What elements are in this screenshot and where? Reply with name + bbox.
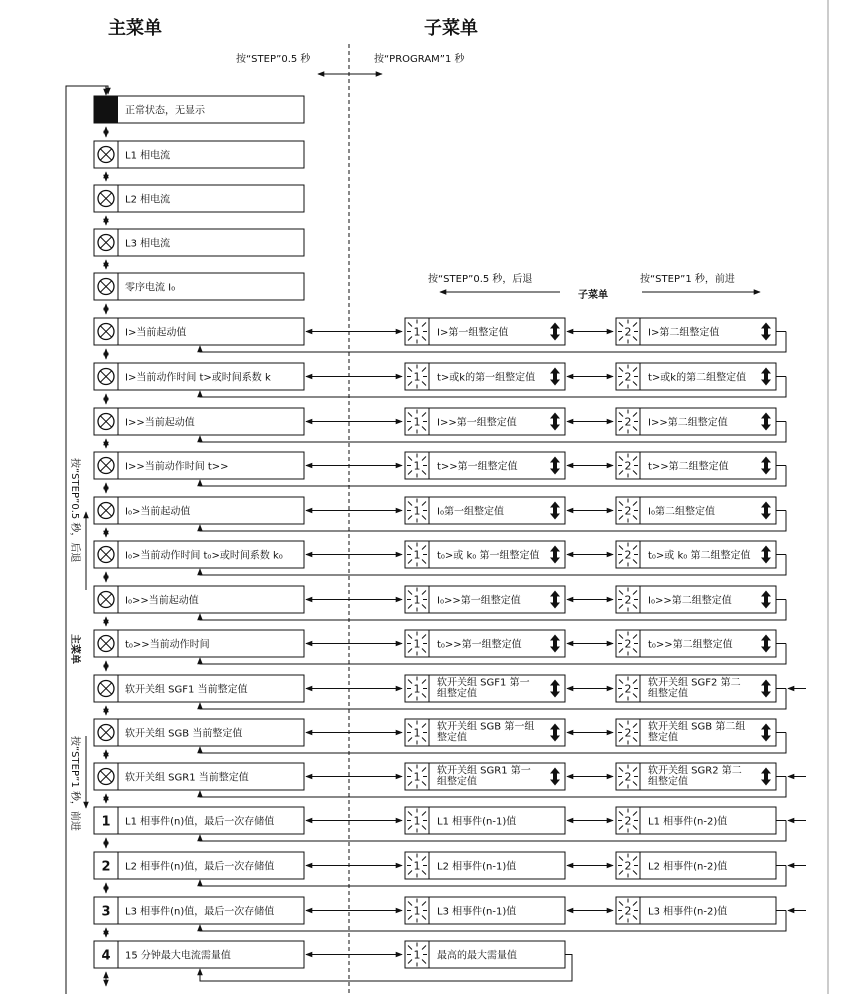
submenu-level1-label: 组整定值: [437, 776, 477, 788]
main-menu-label: 15 分钟最大电流需量值: [125, 950, 231, 962]
flashing-display-icon-digit: 2: [624, 726, 632, 740]
submenu-level2-label: t₀>或 k₀ 第二组整定值: [648, 550, 751, 562]
submenu-level2-label: t>或k的第二组整定值: [648, 372, 747, 384]
main-menu-label: I>>当前动作时间 t>>: [125, 461, 229, 473]
sub-menu-label: 子菜单: [578, 290, 608, 301]
main-menu-label: 软开关组 SGB 当前整定值: [125, 728, 243, 740]
flashing-display-icon-digit: 2: [624, 370, 632, 384]
flashing-display-icon-digit: 2: [624, 904, 632, 918]
submenu-level2-label: I>第二组整定值: [648, 327, 720, 339]
main-menu-label: L3 相电流: [125, 238, 171, 250]
flashing-display-icon-digit: 1: [413, 325, 421, 339]
step-hint: 按“STEP”0.5 秒: [236, 54, 311, 65]
main-menu-label: I>当前起动值: [125, 327, 187, 339]
main-menu-label: 零序电流 I₀: [125, 282, 176, 294]
register-number-icon: 1: [101, 814, 111, 830]
submenu-level1-label: I₀>>第一组整定值: [437, 595, 521, 607]
flashing-display-icon-digit: 1: [413, 814, 421, 828]
main-menu-label: 软开关组 SGR1 当前整定值: [125, 772, 249, 784]
sub-forward-hint: 按“STEP”1 秒，前进: [640, 274, 735, 285]
flashing-display-icon-digit: 1: [413, 459, 421, 473]
submenu-level2-label: 组整定值: [648, 776, 688, 788]
submenu-level2-label: 组整定值: [648, 688, 688, 700]
submenu-level2-label: L1 相事件(n-2)值: [648, 816, 728, 828]
submenu-level1-label: L1 相事件(n-1)值: [437, 816, 517, 828]
submenu-level1-label: t₀>或 k₀ 第一组整定值: [437, 550, 540, 562]
register-number-icon: 4: [101, 948, 111, 964]
submenu-level1-label: I>第一组整定值: [437, 327, 509, 339]
submenu-level1-label: 软开关组 SGR1 第一: [437, 765, 531, 777]
main-menu-label: L2 相事件(n)值，最后一次存储值: [125, 861, 275, 873]
flashing-display-icon-digit: 1: [413, 682, 421, 696]
main-menu-label: L2 相电流: [125, 194, 171, 206]
submenu-level2-label: L2 相事件(n-2)值: [648, 861, 728, 873]
flashing-display-icon-digit: 2: [624, 637, 632, 651]
flashing-display-icon-digit: 1: [413, 859, 421, 873]
side-back-label: 按“STEP”0.5 秒，后退: [69, 458, 80, 563]
main-menu-label: I₀>>当前起动值: [125, 595, 199, 607]
submenu-level2-label: L3 相事件(n-2)值: [648, 906, 728, 918]
flashing-display-icon-digit: 2: [624, 459, 632, 473]
submenu-level1-label: t>或k的第一组整定值: [437, 372, 536, 384]
main-menu-label: I>当前动作时间 t>或时间系数 k: [125, 372, 271, 384]
side-main-label: 主菜单: [69, 634, 80, 664]
flashing-display-icon-digit: 1: [413, 370, 421, 384]
submenu-level2-label: 整定值: [648, 732, 678, 744]
submenu-level1-label: I>>第一组整定值: [437, 417, 517, 429]
main-menu-label: L1 相事件(n)值，最后一次存储值: [125, 816, 275, 828]
program-hint: 按“PROGRAM”1 秒: [374, 54, 465, 65]
main-menu-title: 主菜单: [108, 18, 162, 39]
submenu-level2-label: I₀第二组整定值: [648, 506, 715, 518]
flashing-display-icon-digit: 1: [413, 726, 421, 740]
submenu-level1-label: I₀第一组整定值: [437, 506, 504, 518]
flashing-display-icon-digit: 2: [624, 814, 632, 828]
submenu-level2-label: 软开关组 SGR2 第二: [648, 765, 742, 777]
submenu-level1-label: 整定值: [437, 732, 467, 744]
register-number-icon: 3: [101, 904, 111, 920]
flashing-display-icon-digit: 2: [624, 770, 632, 784]
main-menu-label: L3 相事件(n)值，最后一次存储值: [125, 906, 275, 918]
main-menu-label: I₀>当前起动值: [125, 506, 191, 518]
submenu-level1-label: 软开关组 SGB 第一组: [437, 721, 535, 733]
flashing-display-icon-digit: 1: [413, 904, 421, 918]
register-number-icon: 2: [101, 859, 111, 875]
submenu-level2-label: t₀>>第二组整定值: [648, 639, 733, 651]
blank-display-icon: [94, 96, 118, 123]
submenu-level2-label: 软开关组 SGB 第二组: [648, 721, 746, 733]
submenu-level1-label: 软开关组 SGF1 第一: [437, 677, 530, 689]
main-menu-label: t₀>>当前动作时间: [125, 639, 210, 651]
submenu-level1-label: 最高的最大需量值: [437, 950, 517, 962]
submenu-level1-label: 组整定值: [437, 688, 477, 700]
flashing-display-icon-digit: 1: [413, 770, 421, 784]
sub-back-hint: 按“STEP”0.5 秒，后退: [428, 274, 533, 285]
flashing-display-icon-digit: 2: [624, 682, 632, 696]
side-forward-label: 按“STEP”1 秒，前进: [69, 736, 80, 831]
flashing-display-icon-digit: 1: [413, 504, 421, 518]
flashing-display-icon-digit: 2: [624, 504, 632, 518]
main-menu-label: 正常状态，无显示: [125, 105, 205, 117]
flashing-display-icon-digit: 1: [413, 415, 421, 429]
submenu-level2-label: I>>第二组整定值: [648, 417, 728, 429]
submenu-level1-label: t₀>>第一组整定值: [437, 639, 522, 651]
submenu-level2-label: 软开关组 SGF2 第二: [648, 677, 741, 689]
sub-menu-title: 子菜单: [424, 18, 478, 39]
flashing-display-icon-digit: 2: [624, 325, 632, 339]
flashing-display-icon-digit: 2: [624, 593, 632, 607]
flashing-display-icon-digit: 2: [624, 415, 632, 429]
submenu-level1-label: L3 相事件(n-1)值: [437, 906, 517, 918]
main-menu-label: I₀>当前动作时间 t₀>或时间系数 k₀: [125, 550, 283, 562]
main-menu-label: I>>当前起动值: [125, 417, 195, 429]
main-menu-label: L1 相电流: [125, 150, 171, 162]
flashing-display-icon-digit: 2: [624, 548, 632, 562]
flashing-display-icon-digit: 1: [413, 548, 421, 562]
flashing-display-icon-digit: 1: [413, 593, 421, 607]
submenu-level1-label: t>>第一组整定值: [437, 461, 518, 473]
main-menu-label: 软开关组 SGF1 当前整定值: [125, 684, 248, 696]
submenu-level1-label: L2 相事件(n-1)值: [437, 861, 517, 873]
submenu-level2-label: t>>第二组整定值: [648, 461, 729, 473]
flashing-display-icon-digit: 1: [413, 948, 421, 962]
flashing-display-icon-digit: 2: [624, 859, 632, 873]
flashing-display-icon-digit: 1: [413, 637, 421, 651]
submenu-level2-label: I₀>>第二组整定值: [648, 595, 732, 607]
